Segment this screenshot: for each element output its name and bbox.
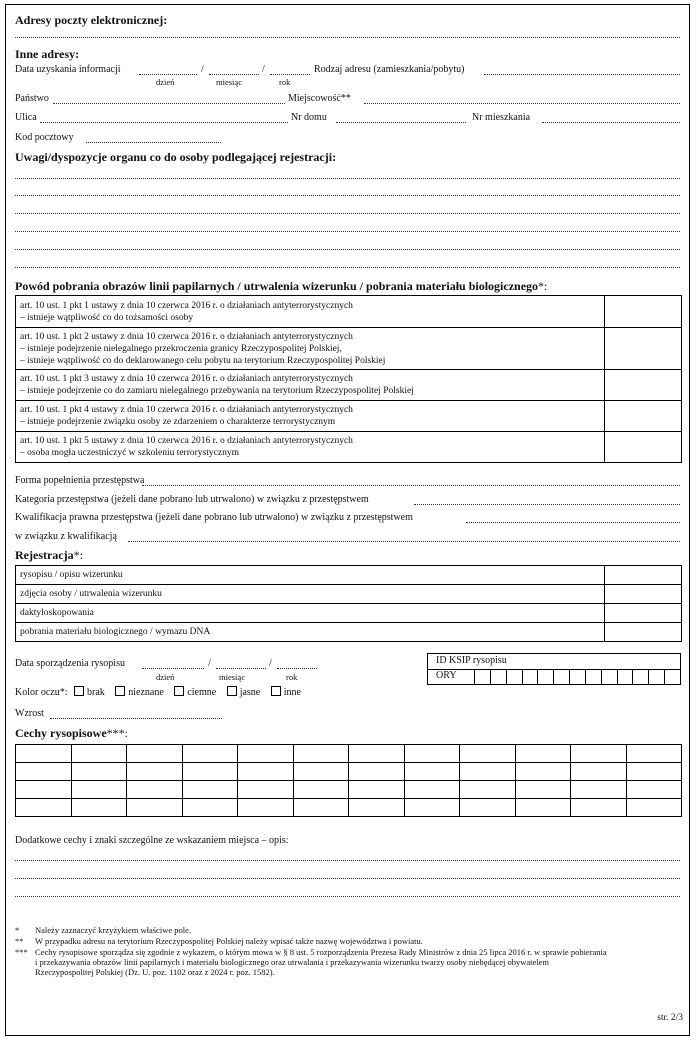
ksip-digit-cell[interactable] (474, 669, 490, 684)
reason-text: art. 10 ust. 1 pkt 3 ustawy z dnia 10 czerwca 2016 r. o działaniach antyterrorystycznych – istnieje podejrzenie co do zamiaru nielegalnego przebywania na terytorium Rzeczypospolitej Polskiej (16, 370, 605, 401)
registration-label: pobrania materiału biologicznego / wymazu DNA (16, 623, 605, 642)
features-cell[interactable] (460, 781, 516, 799)
features-cell[interactable] (71, 799, 127, 817)
flat-label: Nr mieszkania (472, 112, 531, 123)
reason-checkbox-cell[interactable] (605, 432, 682, 463)
registration-label: daktyloskopowania (16, 604, 605, 623)
features-cell[interactable] (571, 763, 627, 781)
registration-label: zdjęcia osoby / utrwalenia wizerunku (16, 585, 605, 604)
reason-heading: Powód pobrania obrazów linii papilarnych / utrwalenia wizerunku / pobrania materiału biologicznego*: (15, 279, 548, 293)
postal-label: Kod pocztowy (15, 132, 74, 143)
additional-label: Dodatkowe cechy i znaki szczególne ze wskazaniem miejsca – opis: (15, 835, 289, 846)
features-cell[interactable] (293, 799, 349, 817)
registration-checkbox-cell[interactable] (605, 604, 682, 623)
reason-text: art. 10 ust. 1 pkt 2 ustawy z dnia 10 czerwca 2016 r. o działaniach antyterrorystycznych – istnieje podejrzenie nielegalnego przekroczenia granicy Rzeczypospolitej Polskiej, – istnieje wątpliwość co do deklarowanego celu pobytu na terytorium Rzeczypospolitej Polskiej (16, 328, 605, 370)
features-cell[interactable] (293, 781, 349, 799)
eye-option-label: jasne (239, 687, 261, 698)
address-type-field[interactable] (484, 74, 680, 75)
remarks-line[interactable] (15, 178, 680, 179)
features-cell[interactable] (515, 745, 571, 763)
registration-row (16, 585, 682, 604)
crime-qualification-field[interactable] (466, 522, 680, 523)
crime-qualification-label: Kwalifikacja prawna przestępstwa (jeżeli dane pobrano lub utrwalono) w związku z przestępstwem (15, 512, 413, 523)
day-caption: dzień (156, 77, 175, 87)
day-caption: dzień (156, 672, 175, 682)
eye-jasne-checkbox[interactable] (227, 686, 237, 696)
eye-option-label: ciemne (187, 687, 217, 698)
registration-label: rysopisu / opisu wizerunku (16, 566, 605, 585)
remarks-line[interactable] (15, 267, 680, 268)
features-cell[interactable] (460, 763, 516, 781)
ksip-digit-cell[interactable] (506, 669, 522, 684)
features-grid (15, 744, 682, 817)
ksip-cells[interactable] (474, 669, 680, 684)
ksip-digit-cell[interactable] (648, 669, 664, 684)
features-cell[interactable] (515, 799, 571, 817)
reason-checkbox-cell[interactable] (605, 370, 682, 401)
features-cell[interactable] (293, 745, 349, 763)
height-field[interactable] (50, 718, 222, 719)
date-label: Data uzyskania informacji (15, 64, 121, 75)
crime-form-label: Forma popełnienia przestępstwa (15, 475, 145, 486)
features-cell[interactable] (238, 799, 294, 817)
features-row (16, 781, 682, 799)
city-label: Miejscowość** (288, 93, 351, 104)
ksip-digit-cell[interactable] (664, 669, 680, 684)
features-row (16, 763, 682, 781)
ksip-digit-cell[interactable] (522, 669, 538, 684)
features-cell[interactable] (127, 763, 183, 781)
height-label: Wzrost (15, 708, 44, 719)
ksip-digit-cell[interactable] (553, 669, 569, 684)
features-cell[interactable] (293, 763, 349, 781)
in-connection-label: w związku z kwalifikacją (15, 531, 117, 542)
flat-field[interactable] (542, 122, 680, 123)
ksip-box (427, 653, 681, 685)
features-cell[interactable] (404, 745, 460, 763)
features-cell[interactable] (460, 745, 516, 763)
ksip-digit-cell[interactable] (537, 669, 553, 684)
reason-checkbox-cell[interactable] (605, 401, 682, 432)
remarks-line[interactable] (15, 195, 680, 196)
reason-row (16, 401, 682, 432)
eye-option-label: inne (283, 687, 301, 698)
reason-text: art. 10 ust. 1 pkt 1 ustawy z dnia 10 czerwca 2016 r. o działaniach antyterrorystycznych – istnieje wątpliwość co do tożsamości osoby (16, 296, 605, 328)
features-cell[interactable] (404, 763, 460, 781)
city-field[interactable] (364, 103, 680, 104)
in-connection-field[interactable] (128, 541, 680, 542)
features-cell[interactable] (515, 763, 571, 781)
features-cell[interactable] (182, 799, 238, 817)
ksip-digit-cell[interactable] (617, 669, 633, 684)
reason-text: art. 10 ust. 1 pkt 4 ustawy z dnia 10 czerwca 2016 r. o działaniach antyterrorystycznych – istnieje podejrzenie związku osoby ze zdarzeniem o charakterze terrorystycznym (16, 401, 605, 432)
features-cell[interactable] (238, 781, 294, 799)
address-type-label: Rodzaj adresu (zamieszkania/pobytu) (314, 64, 465, 75)
registration-row (16, 623, 682, 642)
features-cell[interactable] (182, 745, 238, 763)
eye-nieznane-checkbox[interactable] (115, 686, 125, 696)
features-cell[interactable] (460, 799, 516, 817)
features-cell[interactable] (16, 745, 72, 763)
features-cell[interactable] (182, 781, 238, 799)
remarks-line[interactable] (15, 249, 680, 250)
reason-checkbox-cell[interactable] (605, 328, 682, 370)
date-separator: / (208, 658, 211, 669)
house-label: Nr domu (291, 112, 327, 123)
email-field[interactable] (15, 37, 680, 38)
remarks-line[interactable] (15, 213, 680, 214)
postal-field[interactable] (86, 142, 221, 143)
ory-label: ORY (436, 670, 457, 681)
crime-category-field[interactable] (414, 504, 680, 505)
features-cell[interactable] (349, 763, 405, 781)
features-cell[interactable] (182, 763, 238, 781)
features-cell[interactable] (238, 745, 294, 763)
description-month-field[interactable] (216, 668, 266, 669)
features-cell[interactable] (349, 745, 405, 763)
footnote: * Należy zaznaczyć krzyżykiem właściwe pole. (15, 925, 191, 935)
reason-row (16, 296, 682, 328)
ksip-digit-cell[interactable] (632, 669, 648, 684)
features-cell[interactable] (127, 799, 183, 817)
page-number: str. 2/3 (657, 1013, 683, 1023)
remarks-heading: Uwagi/dyspozycje organu co do osoby podlegającej rejestracji: (15, 150, 337, 164)
reason-text: art. 10 ust. 1 pkt 5 ustawy z dnia 10 czerwca 2016 r. o działaniach antyterrorystycznych – osoba mogła uczestniczyć w szkoleniu terrorystycznym (16, 432, 605, 463)
features-cell[interactable] (349, 799, 405, 817)
reason-row (16, 432, 682, 463)
features-heading: Cechy rysopisowe***: (15, 726, 129, 740)
crime-form-field[interactable] (142, 485, 680, 486)
features-cell[interactable] (71, 745, 127, 763)
month-caption: miesiąc (216, 77, 242, 87)
year-caption: rok (279, 77, 291, 87)
features-cell[interactable] (571, 799, 627, 817)
eye-brak-checkbox[interactable] (74, 686, 84, 696)
features-cell[interactable] (238, 763, 294, 781)
registration-row (16, 604, 682, 623)
street-field[interactable] (40, 122, 288, 123)
features-cell[interactable] (16, 799, 72, 817)
features-row (16, 799, 682, 817)
features-cell[interactable] (571, 745, 627, 763)
features-cell[interactable] (71, 781, 127, 799)
eye-option-label: nieznane (128, 687, 164, 698)
form-page (5, 4, 690, 1036)
house-field[interactable] (336, 122, 466, 123)
year-caption: rok (286, 672, 298, 682)
crime-category-label: Kategoria przestępstwa (jeżeli dane pobrano lub utrwalono) w związku z przestępstwem (15, 494, 369, 505)
features-cell[interactable] (127, 781, 183, 799)
registration-checkbox-cell[interactable] (605, 566, 682, 585)
features-cell[interactable] (16, 763, 72, 781)
features-cell[interactable] (515, 781, 571, 799)
eye-color-label: Kolor oczu*: (15, 687, 68, 698)
features-cell[interactable] (626, 799, 682, 817)
description-year-field[interactable] (277, 668, 317, 669)
registration-checkbox-cell[interactable] (605, 585, 682, 604)
features-cell[interactable] (127, 745, 183, 763)
description-day-field[interactable] (142, 668, 204, 669)
features-row (16, 745, 682, 763)
reason-row (16, 328, 682, 370)
date-separator: / (262, 64, 265, 75)
ksip-label: ID KSIP rysopisu (436, 655, 507, 666)
date-separator: / (201, 64, 204, 75)
description-date-label: Data sporządzenia rysopisu (15, 658, 125, 669)
remarks-line[interactable] (15, 231, 680, 232)
features-cell[interactable] (16, 781, 72, 799)
features-cell[interactable] (404, 781, 460, 799)
registration-heading: Rejestracja*: (15, 548, 83, 562)
features-cell[interactable] (626, 781, 682, 799)
features-cell[interactable] (404, 799, 460, 817)
email-heading: Adresy poczty elektronicznej: (15, 13, 168, 27)
ksip-digit-cell[interactable] (601, 669, 617, 684)
features-cell[interactable] (71, 763, 127, 781)
additional-line[interactable] (15, 896, 680, 897)
country-label: Państwo (15, 93, 49, 104)
registration-row (16, 566, 682, 585)
street-label: Ulica (15, 112, 37, 123)
country-field[interactable] (53, 103, 285, 104)
ksip-digit-cell[interactable] (490, 669, 506, 684)
eye-ciemne-checkbox[interactable] (174, 686, 184, 696)
reason-checkbox-cell[interactable] (605, 296, 682, 328)
reason-row (16, 370, 682, 401)
footnote: *** Cechy rysopisowe sporządza się zgodnie z wykazem, o którym mowa w § 8 ust. 5 rozporządzenia Prezesa Rady Ministrów z dnia 25 lipca 2016 r. w sprawie pobierania i przekazywania obrazów linii papilarnych i materiału biologicznego oraz utrwalania i przekazywania wizerunku twarzy osoby niebędącej obywatelem Rzeczypospolitej Polskiej (Dz. U. poz. 1102 oraz z 2024 r. poz. 1582). (15, 947, 607, 977)
features-cell[interactable] (349, 781, 405, 799)
features-cell[interactable] (571, 781, 627, 799)
eye-inne-checkbox[interactable] (271, 686, 281, 696)
registration-checkbox-cell[interactable] (605, 623, 682, 642)
features-cell[interactable] (626, 763, 682, 781)
footnote: ** W przypadku adresu na terytorium Rzeczypospolitej Polskiej należy wpisać także nazwę województwa i powiatu. (15, 936, 423, 946)
registration-table (15, 565, 682, 642)
date-separator: / (269, 658, 272, 669)
reason-table (15, 295, 682, 463)
month-caption: miesiąc (219, 672, 245, 682)
ksip-digit-cell[interactable] (569, 669, 585, 684)
additional-line[interactable] (15, 878, 680, 879)
additional-line[interactable] (15, 860, 680, 861)
eye-color-row (15, 686, 301, 698)
ksip-digit-cell[interactable] (585, 669, 601, 684)
other-addresses-heading: Inne adresy: (15, 47, 80, 61)
date-year-field[interactable] (270, 74, 310, 75)
date-month-field[interactable] (209, 74, 259, 75)
date-day-field[interactable] (139, 74, 197, 75)
eye-option-label: brak (87, 687, 105, 698)
features-cell[interactable] (626, 745, 682, 763)
